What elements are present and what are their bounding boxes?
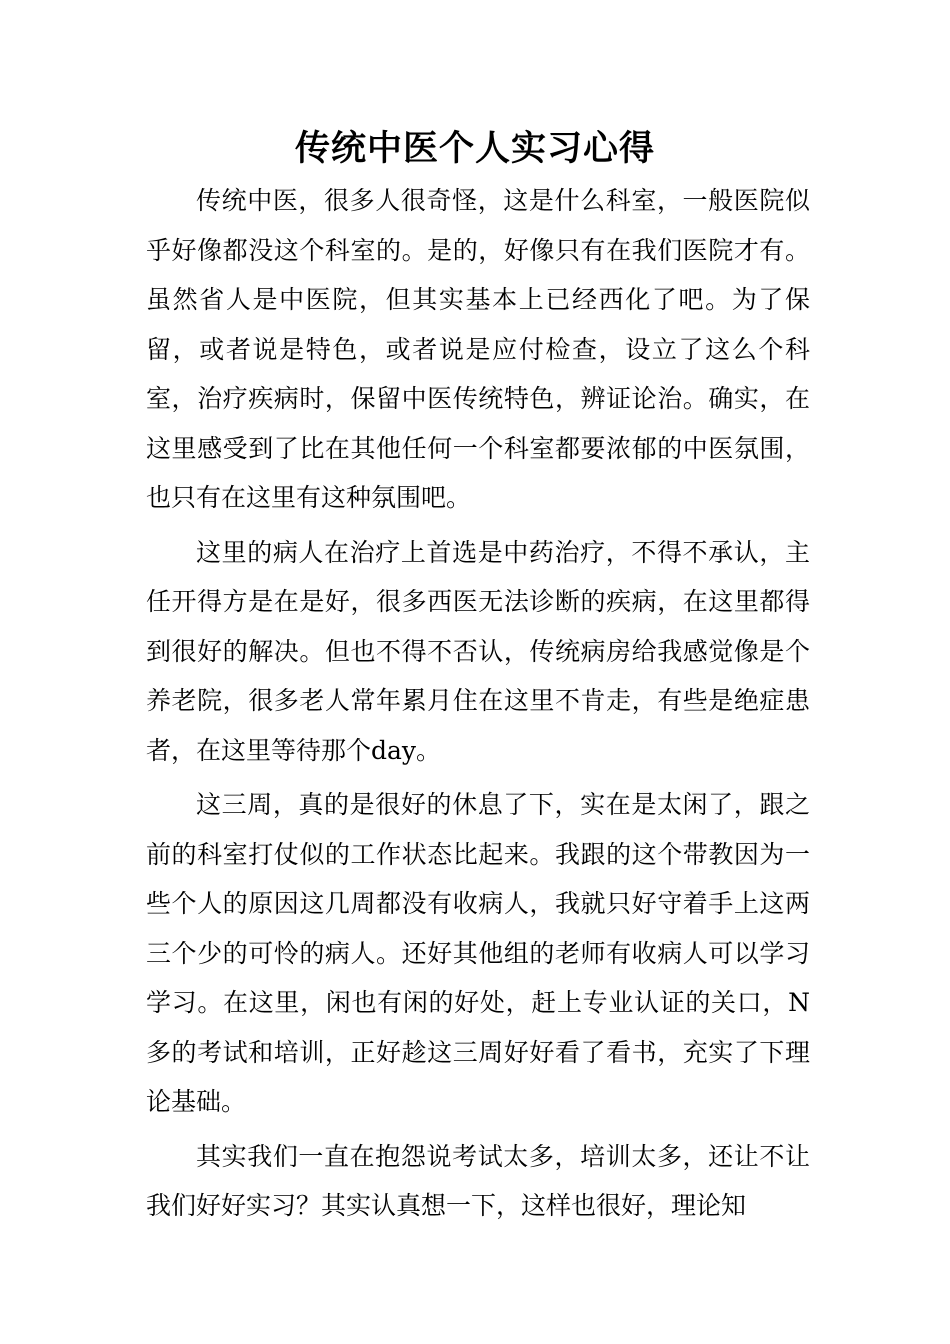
- paragraph-3: 这三周，真的是很好的休息了下，实在是太闲了，跟之前的科室打仗似的工作状态比起来。我跟的这个带教因为一些个人的原因这几周都没有收病人，我就只好守着手上这两三个少的可怜的病人。还好其他组的老师有收病人可以学习学习。在这里，闲也有闲的好处，赶上专业认证的关口，N多的考试和培训，正好趁这三周好好看了看书，充实了下理论基础。: [146, 790, 810, 1116]
- paragraph-4: 其实我们一直在抱怨说考试太多，培训太多，还让不让我们好好实习？其实认真想一下，这样也很好，理论知: [146, 1141, 810, 1220]
- paragraph-1: 传统中医，很多人很奇怪，这是什么科室，一般医院似乎好像都没这个科室的。是的，好像只有在我们医院才有。虽然省人是中医院，但其实基本上已经西化了吧。为了保留，或者说是特色，或者说是应付检查，设立了这么个科室，治疗疾病时，保留中医传统特色，辨证论治。确实，在这里感受到了比在其他任何一个科室都要浓郁的中医氛围，也只有在这里有这种氛围吧。: [146, 186, 810, 512]
- document-title: 传统中医个人实习心得: [294, 128, 655, 169]
- document-body: [146, 176, 810, 1231]
- paragraph-2: 这里的病人在治疗上首选是中药治疗，不得不承认，主任开得方是在是好，很多西医无法诊断的疾病，在这里都得到很好的解决。但也不得不否认，传统病房给我感觉像是个养老院，很多老人常年累月住在这里不肯走，有些是绝症患者，在这里等待那个day。: [146, 537, 810, 765]
